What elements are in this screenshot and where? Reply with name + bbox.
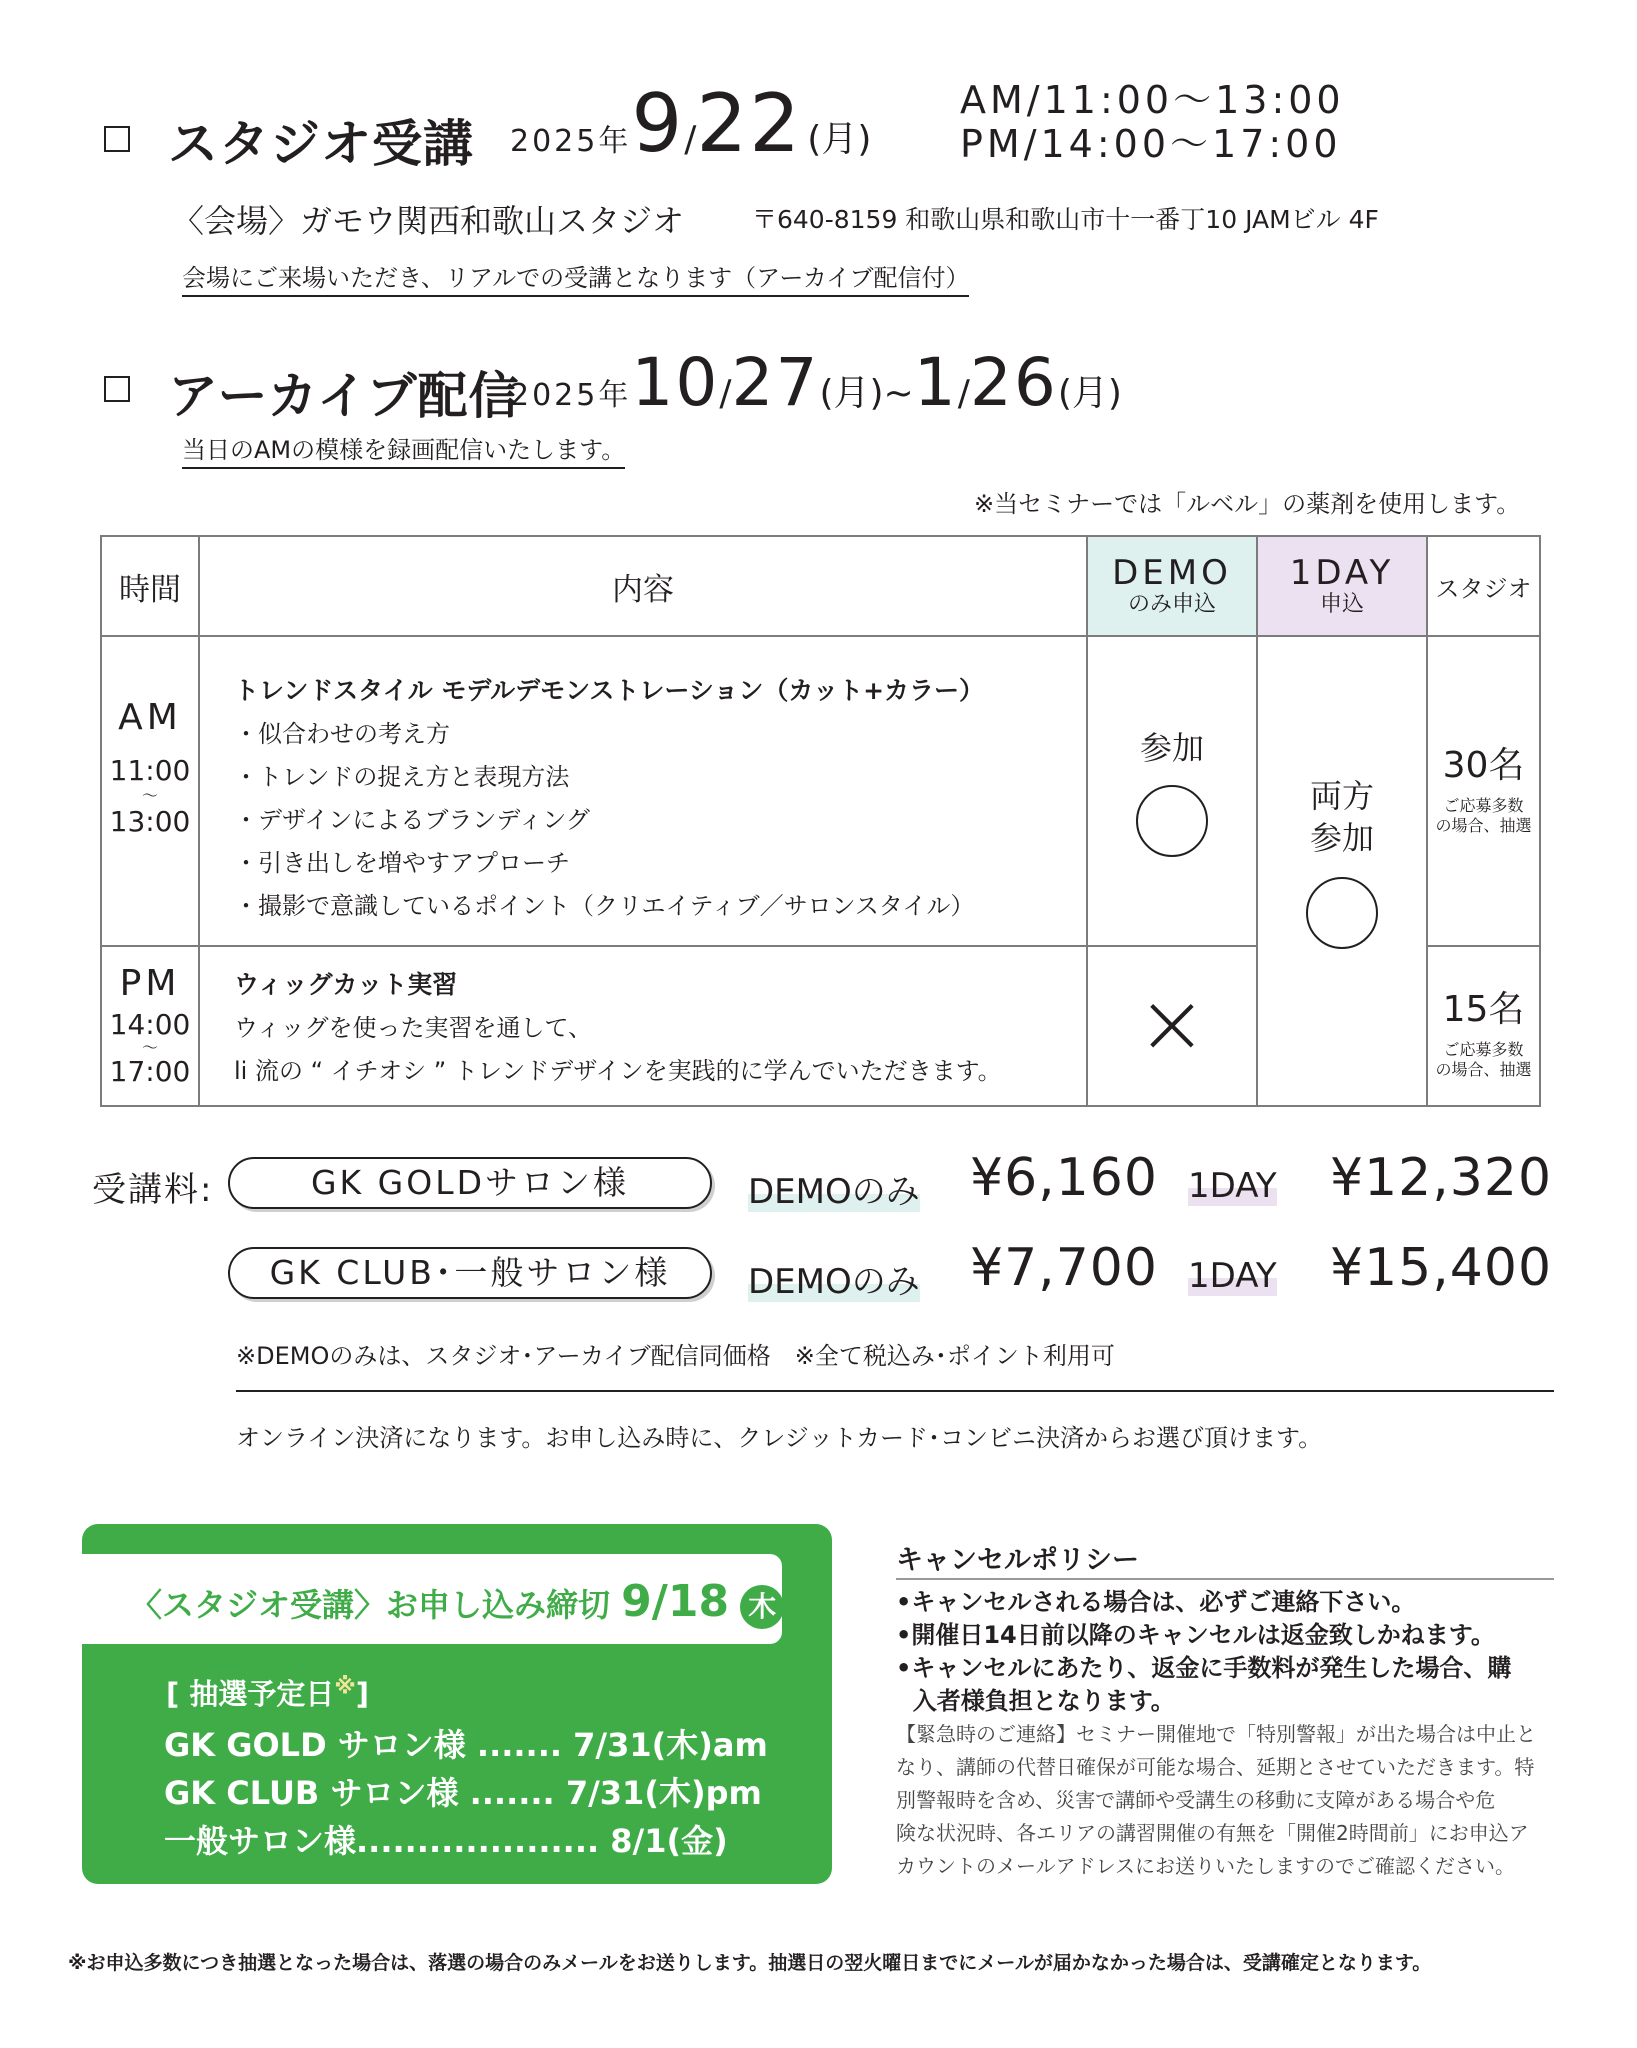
list-item: ・トレンドの捉え方と表現方法 (234, 763, 570, 791)
chemical-note: ※当セミナーでは「ルベル」の薬剤を使用します。 (974, 490, 1521, 518)
cancel-line: •開催日14日前以降のキャンセルは返金致しかねます。 (896, 1621, 1495, 1649)
header-time-label: 時間 (119, 571, 181, 608)
list-item: ・似合わせの考え方 (234, 720, 450, 748)
lottery-close: ] (355, 1677, 370, 1711)
deadline-tab (82, 1554, 782, 1644)
lottery-title (166, 1672, 369, 1713)
circle-mark-icon (1136, 785, 1208, 857)
header-demo-label: DEMO (1112, 553, 1232, 593)
fee-day-gold (1188, 1166, 1277, 1206)
studio-note: 会場にご来場いただき、リアルでの受講となります（アーカイブ配信付） (182, 258, 969, 297)
studio-address: 〒640-8159 和歌山県和歌山市十一番丁10 JAMビル 4F (752, 205, 1379, 234)
am-content-title: トレンドスタイル モデルデモンストレーション（カット+カラー） (234, 676, 985, 705)
archive-end-weekday: (月) (1057, 373, 1122, 414)
header-studio (1427, 536, 1540, 636)
studio-title: スタジオ受講 (168, 115, 474, 173)
studio-time-am: AM/11:00〜13:00 (960, 78, 1345, 122)
fee-day-price-gold: ¥12,320 (1330, 1148, 1553, 1208)
fee-demo-club (748, 1254, 920, 1303)
archive-checkbox[interactable] (104, 376, 130, 402)
header-content-label: 内容 (612, 571, 674, 608)
am-time-cell (101, 636, 199, 946)
cancel-small-line: カウントのメールアドレスにお送りいたしますのでご確認ください。 (896, 1854, 1515, 1878)
oneday-text-1: 両方 (1309, 777, 1374, 815)
am-content-cell (199, 636, 1087, 946)
fee-day-club (1188, 1256, 1277, 1296)
lottery-title-text: [ 抽選予定日 (166, 1677, 335, 1711)
archive-end-day: 26 (969, 344, 1058, 421)
pm-content-title: ウィッグカット実習 (234, 970, 458, 999)
oneday-cell (1257, 636, 1427, 1106)
pm-content-cell (199, 946, 1087, 1106)
header-content (199, 536, 1087, 636)
am-capacity-note-2: の場合、抽選 (1435, 816, 1532, 835)
am-demo-text: 参加 (1139, 729, 1204, 767)
archive-year: 2025年 (510, 378, 632, 413)
studio-year: 2025年 (510, 124, 632, 159)
pm-capacity-note-1: ご応募多数 (1443, 1040, 1524, 1059)
pm-content-line-1: ウィッグを使った実習を通して、 (234, 1014, 593, 1042)
schedule-table (100, 535, 1541, 1107)
cancel-body (896, 1586, 1536, 1883)
footer-note: ※お申込多数につき抽選となった場合は、落選の場合のみメールをお送りします。抽選日の翌火曜日までにメールが届かなかった場合は、受講確定となります。 (68, 1952, 1432, 1974)
cancel-line: 入者様負担となります。 (896, 1687, 1175, 1715)
studio-weekday: (月) (807, 119, 872, 160)
cancel-small-line: なり、講師の代替日確保が可能な場合、延期とさせていただきます。特 (896, 1755, 1535, 1779)
circle-mark-icon (1306, 877, 1378, 949)
am-demo-cell (1087, 636, 1257, 946)
fee-day-label: 1DAY (1188, 1256, 1277, 1296)
cancel-line: •キャンセルにあたり、返金に手数料が発生した場合、購 (896, 1654, 1512, 1682)
fee-label: 受講料: (92, 1170, 214, 1210)
studio-checkbox[interactable] (104, 126, 130, 152)
fee-plan-gold: GK GOLDサロン様 (228, 1157, 712, 1209)
fee-note: ※DEMOのみは、スタジオ･アーカイブ配信同価格 ※全て税込み･ポイント利用可 (236, 1342, 1115, 1370)
am-label: AM (118, 697, 182, 738)
cancel-small-line: 【緊急時のご連絡】セミナー開催地で「特別警報」が出た場合は中止と (896, 1722, 1536, 1746)
fee-demo-price-gold: ¥6,160 (970, 1148, 1158, 1208)
archive-start-weekday: (月)~ (819, 373, 914, 414)
pm-capacity-note-2: の場合、抽選 (1435, 1060, 1532, 1079)
archive-date (510, 344, 1122, 421)
cancel-line: •キャンセルされる場合は、必ずご連絡下さい。 (896, 1588, 1416, 1616)
am-capacity-note-1: ご応募多数 (1443, 796, 1524, 815)
deadline-label: 〈スタジオ受講〉お申し込み締切 (130, 1586, 611, 1624)
studio-month: 9 (631, 77, 685, 170)
deadline-date: 9/18 (621, 1576, 730, 1627)
divider (236, 1390, 1554, 1392)
deadline-box (82, 1524, 832, 1884)
fee-demo-price-club: ¥7,700 (970, 1238, 1158, 1298)
pm-content-line-2: li 流の “ イチオシ ” トレンドデザインを実践的に学んでいただきます。 (234, 1057, 1002, 1085)
pm-tilde: 〜 (141, 1038, 158, 1057)
archive-note: 当日のAMの模様を録画配信いたします。 (182, 430, 625, 469)
archive-end-month: 1 (913, 344, 958, 421)
am-capacity-cell (1427, 636, 1540, 946)
oneday-text-2: 参加 (1309, 819, 1374, 857)
studio-time-pm: PM/14:00〜17:00 (960, 122, 1342, 166)
list-item: ・デザインによるブランディング (234, 806, 590, 834)
fee-plan-club: GK CLUB･一般サロン様 (228, 1247, 712, 1299)
lottery-mark: ※ (334, 1674, 356, 1700)
archive-title: アーカイブ配信 (168, 367, 520, 425)
fee-demo-gold (748, 1164, 920, 1213)
am-end: 13:00 (109, 805, 191, 838)
studio-venue: 〈会場〉ガモウ関西和歌山スタジオ (172, 202, 685, 240)
header-oneday-label: 1DAY (1289, 553, 1395, 593)
am-capacity: 30名 (1442, 745, 1525, 786)
header-time (101, 536, 199, 636)
deadline-weekday: 木 (740, 1585, 784, 1629)
fee-demo-label: DEMOのみ (748, 1262, 920, 1302)
archive-start-day: 27 (731, 344, 820, 421)
archive-slash: / (719, 373, 732, 414)
header-oneday (1257, 536, 1427, 636)
archive-start-month: 10 (631, 344, 720, 421)
cancel-small-line: 険な状況時、各エリアの講習開催の有無を「開催2時間前」にお申込ア (896, 1821, 1529, 1845)
studio-date (510, 77, 872, 170)
fee-day-label: 1DAY (1188, 1166, 1277, 1206)
cancel-small-line: 別警報時を含め、災害で講師や受講生の移動に支障がある場合や危 (896, 1788, 1496, 1812)
cancel-title: キャンセルポリシー (896, 1545, 1139, 1576)
lottery-row: 一般サロン様.................... 8/1(金) (164, 1822, 728, 1860)
pm-start: 14:00 (109, 1008, 191, 1041)
deadline-text (130, 1576, 784, 1629)
am-tilde: 〜 (141, 786, 158, 805)
pm-demo-cell (1087, 946, 1257, 1106)
studio-day: 22 (696, 77, 803, 170)
pm-capacity-cell (1427, 946, 1540, 1106)
pm-end: 17:00 (109, 1055, 191, 1088)
am-start: 11:00 (109, 754, 191, 787)
lottery-row: GK CLUB サロン様 ....... 7/31(木)pm (164, 1774, 762, 1812)
archive-slash-2: / (957, 373, 970, 414)
pm-time-cell (101, 946, 199, 1106)
pm-label: PM (119, 963, 181, 1004)
payment-note: オンライン決済になります。お申し込み時に、クレジットカード･コンビニ決済からお選び頂けます。 (236, 1424, 1323, 1452)
table-header-row (101, 536, 1540, 636)
table-row-am (101, 636, 1540, 946)
header-demo (1087, 536, 1257, 636)
list-item: ・引き出しを増やすアプローチ (234, 849, 570, 877)
header-demo-sub: のみ申込 (1127, 592, 1216, 617)
studio-slash: / (684, 119, 697, 160)
fee-demo-label: DEMOのみ (748, 1172, 920, 1212)
cross-mark-icon: × (1136, 974, 1208, 1072)
list-item: ・撮影で意識しているポイント（クリエイティブ／サロンスタイル） (234, 892, 975, 920)
fee-day-price-club: ¥15,400 (1330, 1238, 1553, 1298)
lottery-row: GK GOLD サロン様 ....... 7/31(木)am (164, 1726, 768, 1764)
header-oneday-sub: 申込 (1319, 592, 1364, 617)
pm-capacity: 15名 (1442, 989, 1525, 1030)
divider (896, 1578, 1554, 1580)
header-studio-label: スタジオ (1435, 574, 1532, 603)
